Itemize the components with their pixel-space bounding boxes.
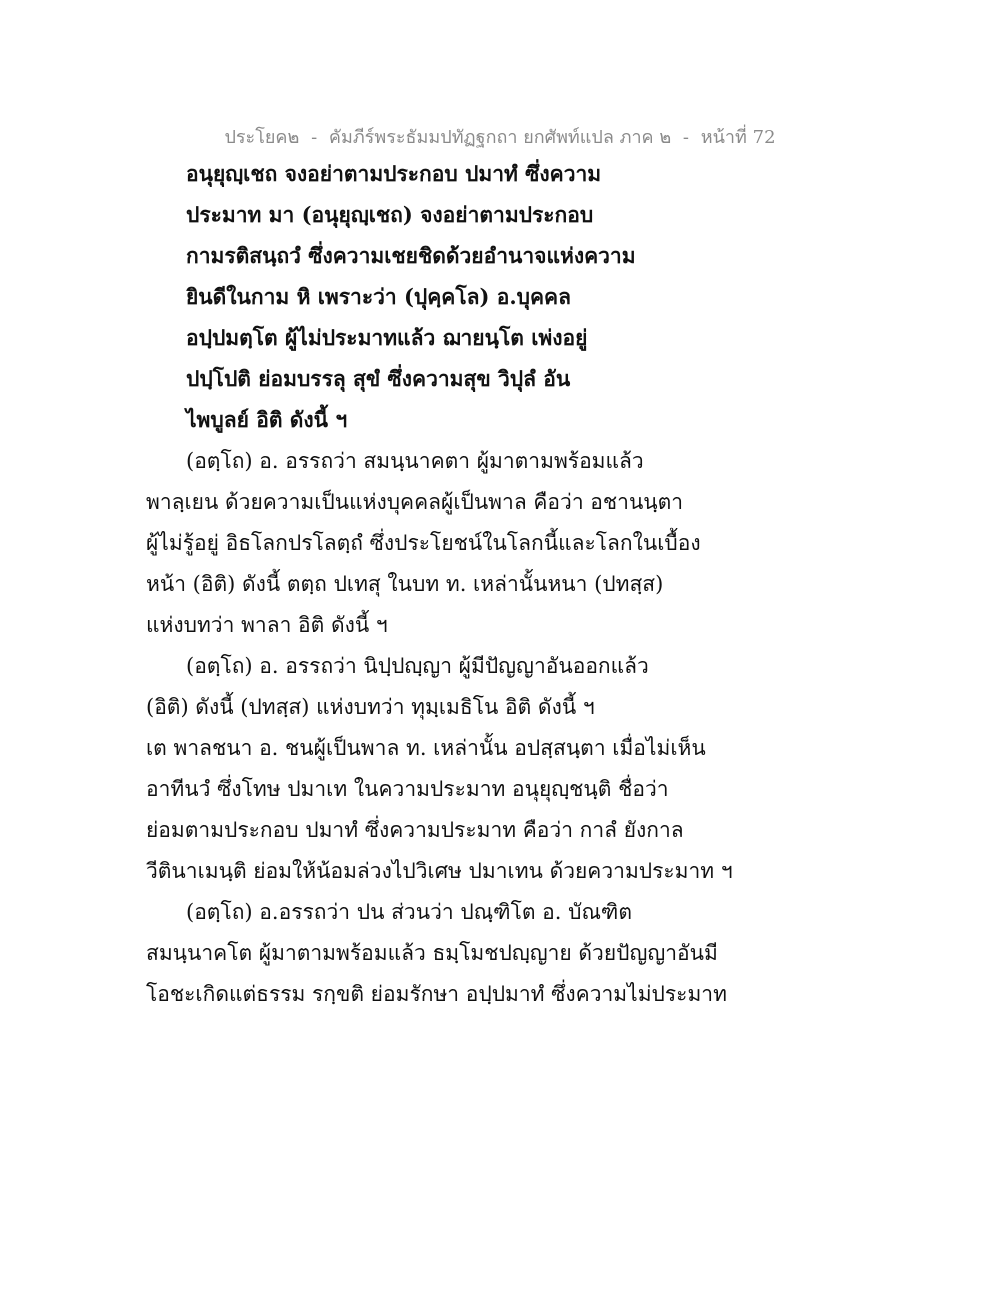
running-header: [0, 122, 1000, 151]
verse-line: อปฺปมตฺโต ผู้ไม่ประมาทแล้ว ฌายนฺโต เพ่งอยู่: [186, 325, 588, 350]
body-line: สมนฺนาคโต ผู้มาตามพร้อมแล้ว ธมฺโมชปญฺญาย ด้วยปัญญาอันมี: [146, 941, 718, 965]
header-page-number: หน้าที่ 72: [700, 127, 776, 148]
verse-line: ไพบูลย์ อิติ ดังนี้ ฯ: [186, 407, 348, 432]
body-line: (อตฺโถ) อ. อรรถว่า นิปฺปญฺญา ผู้มีปัญญาอันออกแล้ว: [186, 654, 649, 678]
verse-line: ประมาท มา (อนุยุญฺเชถ) จงอย่าตามประกอบ: [186, 202, 594, 227]
header-separator-1: -: [311, 127, 318, 148]
body-line: (อิติ) ดังนี้ (ปทสฺส) แห่งบทว่า ทุมฺเมธิโน อิติ ดังนี้ ฯ: [146, 695, 595, 719]
body-line: หน้า (อิติ) ดังนี้ ตตฺถ ปเทสุ ในบท ท. เหล่านั้นหนา (ปทสฺส): [146, 572, 664, 596]
verse-line: ยินดีในกาม หิ เพราะว่า (ปุคฺคโล) อ.บุคคล: [186, 284, 571, 309]
body-line: (อตฺโถ) อ.อรรถว่า ปน ส่วนว่า ปณฺฑิโต อ. บัณฑิต: [186, 900, 633, 924]
body-line: ย่อมตามประกอบ ปมาทํ ซึ่งความประมาท คือว่า กาลํ ยังกาล: [146, 818, 684, 842]
body-line: (อตฺโถ) อ. อรรถว่า สมนฺนาคตา ผู้มาตามพร้อมแล้ว: [186, 449, 644, 473]
body-line: อาทีนวํ ซึ่งโทษ ปมาเท ในความประมาท อนุยุญฺชนฺติ ชื่อว่า: [146, 777, 669, 801]
body-line: แห่งบทว่า พาลา อิติ ดังนี้ ฯ: [146, 613, 388, 637]
body-line: วีตินาเมนฺติ ย่อมให้น้อมล่วงไปวิเศษ ปมาเทน ด้วยความประมาท ฯ: [146, 859, 733, 883]
header-separator-2: -: [682, 127, 690, 148]
body-line: ผู้ไม่รู้อยู่ อิธโลกปรโลตฺถํ ซึ่งประโยชน์ในโลกนี้และโลกในเบื้อง: [146, 531, 701, 555]
body-line: เต พาลชนา อ. ชนผู้เป็นพาล ท. เหล่านั้น อปสฺสนฺตา เมื่อไม่เห็น: [146, 736, 706, 760]
verse-line: ปปฺโปติ ย่อมบรรลุ สุขํ ซึ่งความสุข วิปุลํ อัน: [186, 366, 571, 391]
verse-line: กามรติสนฺถวํ ซึ่งความเชยชิดด้วยอำนาจแห่งความ: [186, 243, 636, 268]
verse-line: อนุยุญฺเชถ จงอย่าตามประกอบ ปมาทํ ซึ่งความ: [186, 161, 602, 186]
body-line: โอชะเกิดแต่ธรรม รกฺขติ ย่อมรักษา อปฺปมาทํ ซึ่งความไม่ประมาท: [146, 982, 727, 1006]
body-line: พาลฺเยน ด้วยความเป็นแห่งบุคคลผู้เป็นพาล คือว่า อชานนฺตา: [146, 490, 684, 514]
header-title: คัมภีร์พระธัมมปทัฏฐกถา ยกศัพท์แปล ภาค ๒: [328, 127, 672, 148]
header-book: ประโยค๒: [224, 127, 300, 148]
